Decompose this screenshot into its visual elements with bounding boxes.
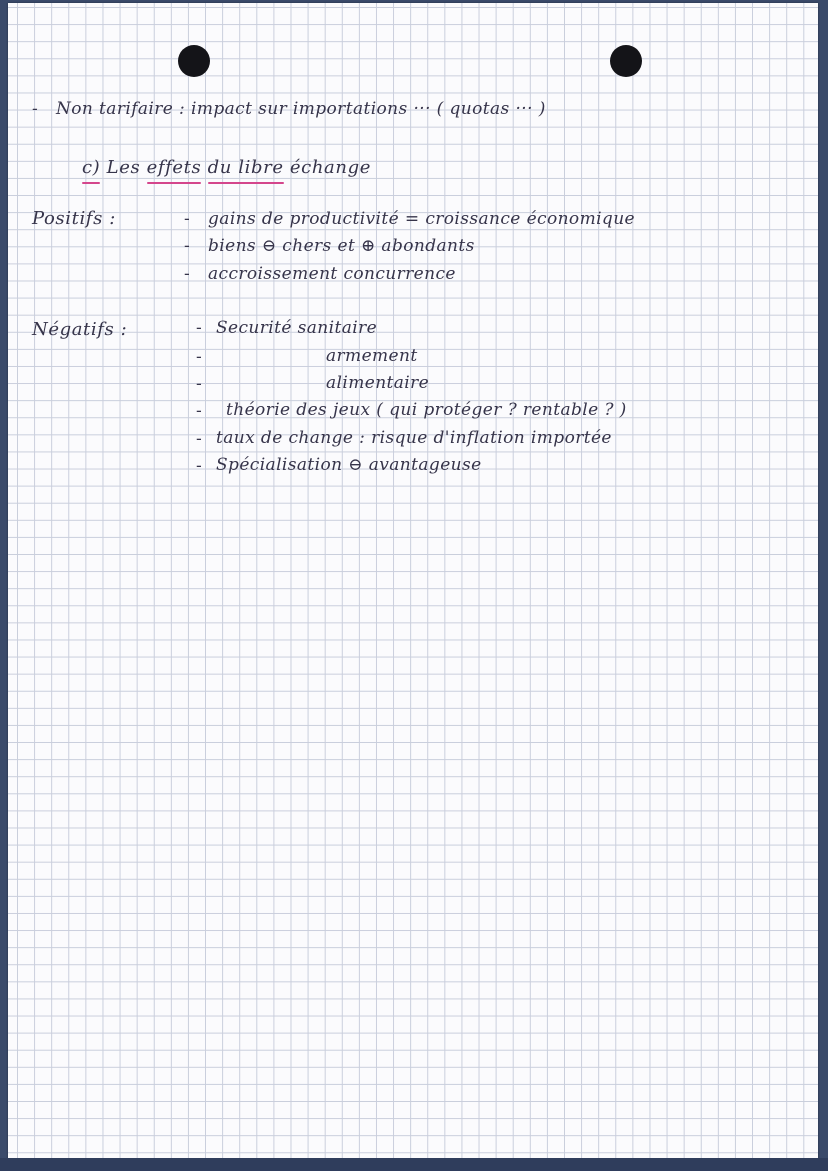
heading-word: effets: [146, 157, 202, 178]
note-text: Non tarifaire : impact sur importations ··· ( quotas ··· ): [56, 99, 546, 119]
note-line-non-tarifaire: [32, 99, 546, 119]
positifs-label: Positifs :: [32, 208, 116, 229]
page-bottom-edge: [0, 1158, 828, 1171]
heading-number: c): [82, 157, 101, 178]
negatif-subitem: alimentaire: [326, 373, 430, 393]
bullet-dash: -: [196, 318, 202, 338]
notebook-page: [8, 3, 818, 1161]
bullet-dash: -: [184, 236, 190, 256]
negatif-item: taux de change : risque d'inflation importée: [216, 428, 612, 448]
negatifs-label: Négatifs :: [32, 319, 128, 340]
bullet-dash: -: [184, 264, 190, 284]
bullet-dash: -: [196, 401, 202, 421]
negatif-subitem: armement: [326, 346, 418, 366]
bullet-dash: -: [196, 347, 202, 367]
bullet-dash: -: [196, 456, 202, 476]
negatif-item: Spécialisation ⊖ avantageuse: [216, 455, 482, 475]
bullet-dash: -: [196, 429, 202, 449]
punch-hole-right: [610, 45, 642, 77]
negatif-item: théorie des jeux ( qui protéger ? rentable ? ): [226, 400, 627, 420]
positif-item: accroissement concurrence: [208, 264, 456, 284]
heading-word: échange: [289, 157, 371, 178]
bullet-dash: -: [184, 209, 190, 229]
positif-item: gains de productivité = croissance économique: [208, 209, 636, 229]
section-heading: [82, 157, 371, 178]
heading-word: du libre: [207, 157, 284, 178]
heading-word: Les: [106, 157, 141, 178]
bullet-dash: -: [32, 99, 39, 119]
negatif-item: Securité sanitaire: [216, 318, 378, 338]
bullet-dash: -: [196, 374, 202, 394]
punch-hole-left: [178, 45, 210, 77]
positif-item: biens ⊖ chers et ⊕ abondants: [208, 236, 475, 256]
